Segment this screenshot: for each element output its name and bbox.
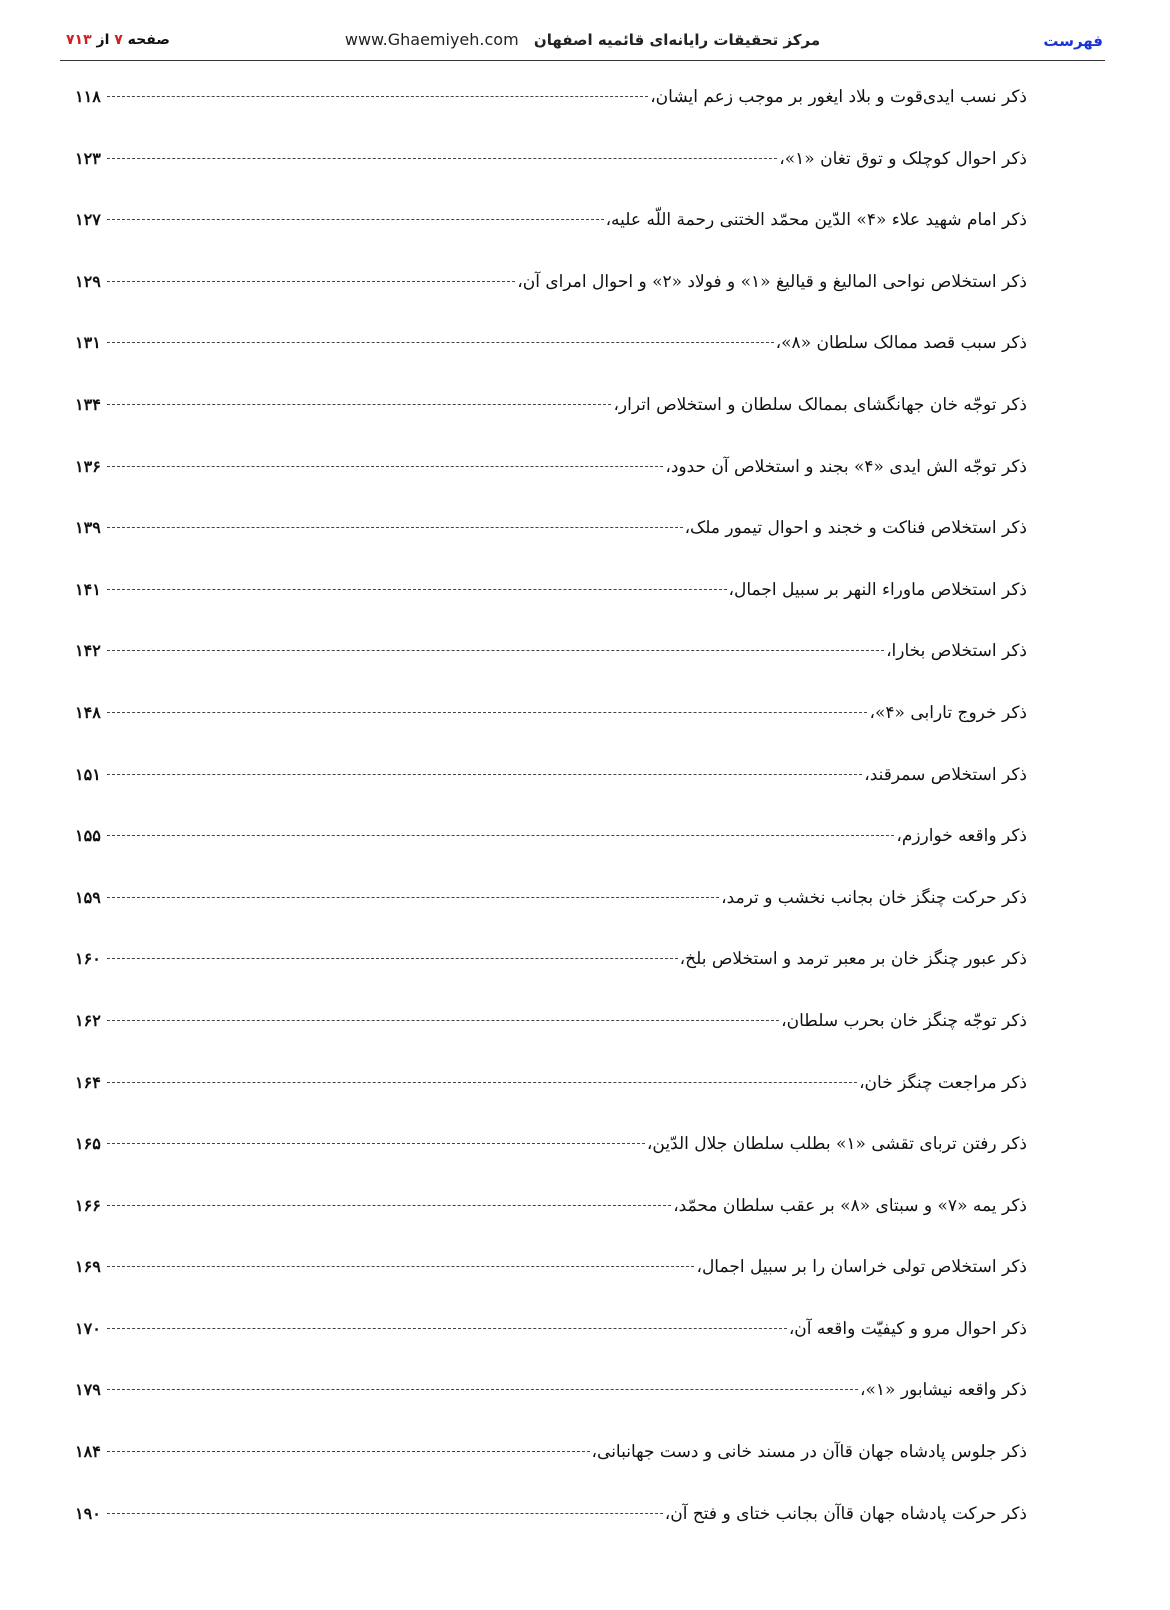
toc-entry-page: ۱۷۰ xyxy=(75,1318,101,1338)
toc-entry[interactable] xyxy=(75,1302,1027,1364)
toc-entry[interactable] xyxy=(75,132,1027,194)
toc-entry[interactable] xyxy=(75,563,1027,625)
website-url[interactable]: www.Ghaemiyeh.com xyxy=(344,30,519,49)
toc-entry[interactable] xyxy=(75,378,1027,440)
page-header xyxy=(60,26,1105,61)
dot-leader xyxy=(107,1451,590,1452)
dot-leader xyxy=(107,650,884,651)
toc-entry-page: ۱۶۲ xyxy=(75,1010,101,1030)
toc-entry-page: ۱۲۳ xyxy=(75,148,101,168)
toc-entry[interactable] xyxy=(75,1363,1027,1425)
toc-entry-title: ذکر واقعه نیشابور «۱»، xyxy=(860,1380,1027,1401)
dot-leader xyxy=(107,527,683,528)
toc-entry-title: ذکر توجّه چنگز خان بحرب سلطان، xyxy=(781,1010,1027,1031)
toc-entry-page: ۱۶۵ xyxy=(75,1134,101,1154)
dot-leader xyxy=(107,774,862,775)
toc-entry-page: ۱۶۰ xyxy=(75,949,101,969)
header-center xyxy=(60,30,1105,49)
toc-entry-title: ذکر استخلاص سمرقند، xyxy=(864,764,1027,785)
toc-entry-page: ۱۲۹ xyxy=(75,271,101,291)
toc-entry-page: ۱۴۲ xyxy=(75,641,101,661)
total-pages: ۷۱۳ xyxy=(66,32,92,48)
toc-entry-page: ۱۴۱ xyxy=(75,579,101,599)
toc-entry[interactable] xyxy=(75,1487,1027,1549)
dot-leader xyxy=(107,158,777,159)
toc-entry-page: ۱۳۶ xyxy=(75,456,101,476)
toc-entry-page: ۱۱۸ xyxy=(75,87,101,106)
toc-entry-page: ۱۶۴ xyxy=(75,1072,101,1092)
toc-entry-title: ذکر استخلاص تولی خراسان را بر سبیل اجمال، xyxy=(696,1257,1027,1278)
toc-entry-title: ذکر سبب قصد ممالک سلطان «۸»، xyxy=(775,333,1027,354)
center-title: مرکز تحقیقات رایانه‌ای قائمیه اصفهان xyxy=(533,31,821,49)
toc-entry[interactable] xyxy=(75,255,1027,317)
dot-leader xyxy=(107,1082,857,1083)
page-counter xyxy=(66,32,170,48)
dot-leader xyxy=(107,897,719,898)
current-page: ۷ xyxy=(114,32,123,48)
toc-entry-title: ذکر احوال کوچلک و توق تغان «۱»، xyxy=(779,148,1027,169)
toc-entry-page: ۱۳۴ xyxy=(75,394,101,414)
page-word: صفحه xyxy=(127,32,170,48)
toc-entry[interactable] xyxy=(75,1117,1027,1179)
toc-entry-page: ۱۶۶ xyxy=(75,1195,101,1215)
toc-entry-page: ۱۹۰ xyxy=(75,1503,101,1523)
toc-entry-title: ذکر رفتن تربای تقشی «۱» بطلب سلطان جلال الدّین، xyxy=(646,1134,1027,1155)
toc-entry[interactable] xyxy=(75,70,1027,132)
dot-leader xyxy=(107,1513,663,1514)
toc-entry[interactable] xyxy=(75,932,1027,994)
dot-leader xyxy=(107,1020,779,1021)
dot-leader xyxy=(107,835,894,836)
toc-entry[interactable] xyxy=(75,1425,1027,1487)
toc-entry[interactable] xyxy=(75,809,1027,871)
toc-entry-title: ذکر امام شهید علاء «۴» الدّین محمّد الختنی رحمة اللّه علیه، xyxy=(605,210,1027,231)
toc-entry-page: ۱۴۸ xyxy=(75,702,101,722)
toc-entry-title: ذکر استخلاص نواحی المالیغ و قیالیغ «۱» و فولاد «۲» و احوال امرای آن، xyxy=(517,271,1027,292)
toc-entry-title: ذکر مراجعت چنگز خان، xyxy=(859,1072,1027,1093)
toc-entry-title: ذکر خروج تارابی «۴»، xyxy=(869,702,1027,723)
toc-entry-page: ۱۲۷ xyxy=(75,210,101,230)
toc-entry[interactable] xyxy=(75,316,1027,378)
toc-entry-page: ۱۵۹ xyxy=(75,887,101,907)
toc-entry[interactable] xyxy=(75,748,1027,810)
toc-entry-title: ذکر حرکت پادشاه جهان قاآن بجانب ختای و فتح آن، xyxy=(664,1503,1027,1524)
dot-leader xyxy=(107,589,727,590)
toc-entry-page: ۱۵۱ xyxy=(75,764,101,784)
dot-leader xyxy=(107,1266,694,1267)
dot-leader xyxy=(107,404,611,405)
toc-entry-page: ۱۶۹ xyxy=(75,1257,101,1277)
toc-entry-title: ذکر استخلاص فناکت و خجند و احوال تیمور ملک، xyxy=(684,518,1027,539)
dot-leader xyxy=(107,466,663,467)
dot-leader xyxy=(107,1328,787,1329)
toc-entry-title: ذکر توجّه خان جهانگشای بممالک سلطان و استخلاص اترار، xyxy=(613,394,1027,415)
dot-leader xyxy=(107,1389,858,1390)
dot-leader xyxy=(107,958,678,959)
toc-entry-title: ذکر واقعه خوارزم، xyxy=(896,826,1027,847)
dot-leader xyxy=(107,96,648,97)
toc-entry[interactable] xyxy=(75,1240,1027,1302)
toc-entry[interactable] xyxy=(75,1179,1027,1241)
toc-entry-page: ۱۵۵ xyxy=(75,826,101,846)
of-word: از xyxy=(96,32,110,48)
toc-entry[interactable] xyxy=(75,1056,1027,1118)
dot-leader xyxy=(107,1143,645,1144)
toc-entry[interactable] xyxy=(75,686,1027,748)
dot-leader xyxy=(107,1205,671,1206)
toc-entry-page: ۱۷۹ xyxy=(75,1380,101,1400)
toc-entry-page: ۱۳۹ xyxy=(75,518,101,538)
toc-entry[interactable] xyxy=(75,193,1027,255)
toc-entry-title: ذکر حرکت چنگز خان بجانب نخشب و ترمد، xyxy=(721,887,1027,908)
table-of-contents xyxy=(75,70,1027,1548)
toc-entry[interactable] xyxy=(75,994,1027,1056)
toc-entry[interactable] xyxy=(75,624,1027,686)
toc-entry-title: ذکر یمه «۷» و سبتای «۸» بر عقب سلطان محمّد، xyxy=(673,1195,1027,1216)
dot-leader xyxy=(107,281,515,282)
toc-entry-title: ذکر استخلاص ماوراء النهر بر سبیل اجمال، xyxy=(728,579,1027,600)
toc-entry-title: ذکر نسب ایدی‌قوت و بلاد ایغور بر موجب زعم ایشان، xyxy=(650,87,1027,107)
toc-entry[interactable] xyxy=(75,871,1027,933)
toc-entry[interactable] xyxy=(75,440,1027,502)
dot-leader xyxy=(107,342,774,343)
toc-entry-title: ذکر عبور چنگز خان بر معبر ترمد و استخلاص بلخ، xyxy=(679,949,1027,970)
toc-entry-title: ذکر احوال مرو و کیفیّت واقعه آن، xyxy=(788,1318,1027,1339)
toc-entry[interactable] xyxy=(75,501,1027,563)
toc-entry-title: ذکر جلوس پادشاه جهان قاآن در مسند خانی و دست جهانبانی، xyxy=(591,1442,1027,1463)
toc-entry-page: ۱۸۴ xyxy=(75,1442,101,1462)
toc-entry-page: ۱۳۱ xyxy=(75,333,101,353)
toc-entry-title: ذکر استخلاص بخارا، xyxy=(886,641,1027,662)
dot-leader xyxy=(107,712,867,713)
toc-entry-title: ذکر توجّه الش ایدی «۴» بجند و استخلاص آن حدود، xyxy=(665,456,1027,477)
section-link-toc[interactable]: فهرست xyxy=(1043,32,1103,50)
dot-leader xyxy=(107,219,604,220)
